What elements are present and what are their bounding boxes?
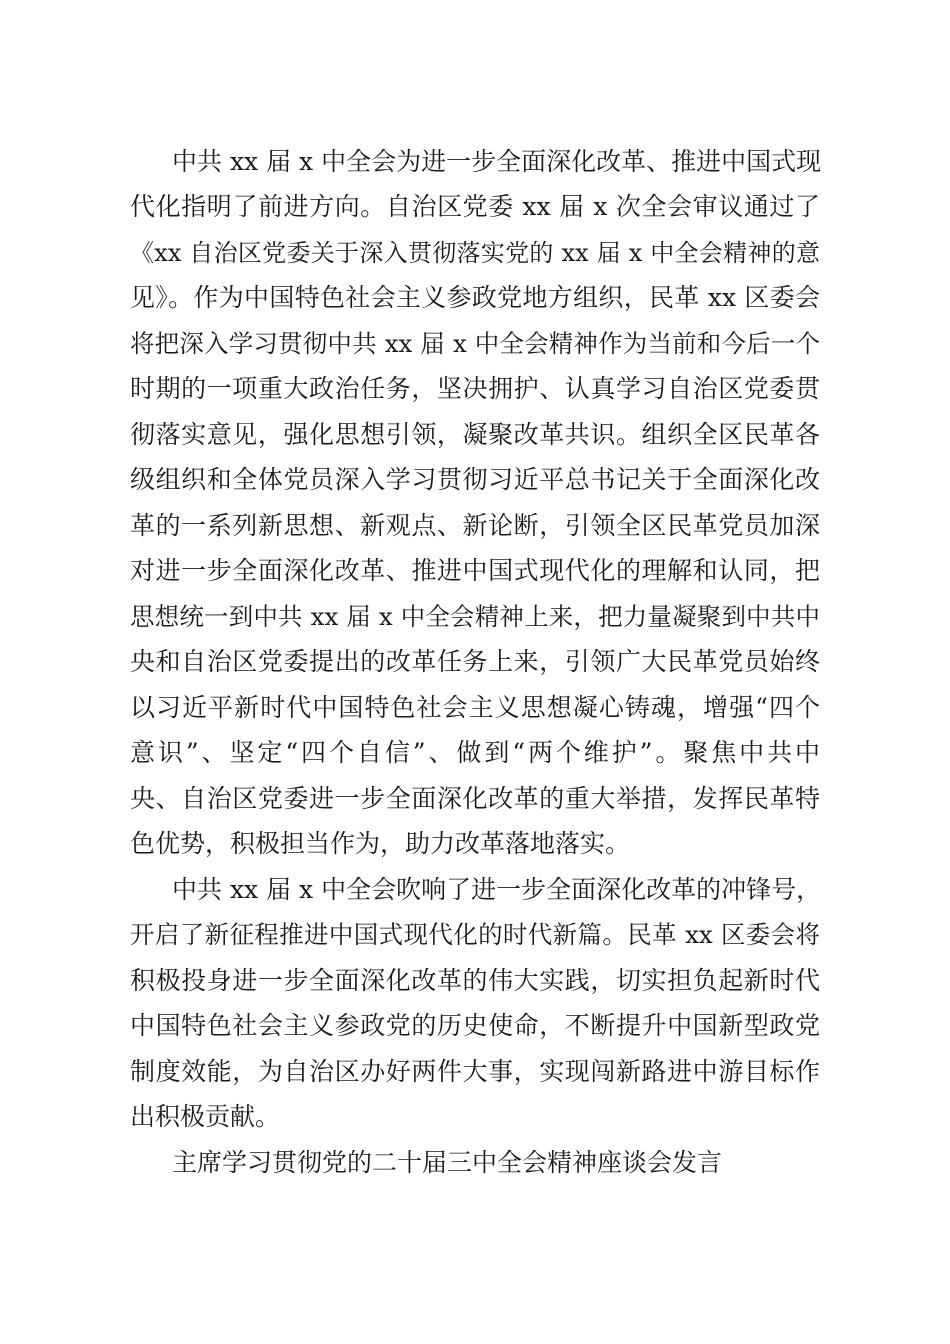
paragraph-line: 中国特色社会主义参政党的历史使命，不断提升中国新型政党 <box>130 1011 820 1040</box>
paragraph-line: 见》。作为中国特色社会主义参政党地方组织，民革 xx 区委会 <box>130 283 820 312</box>
paragraph-line: 主席学习贯彻党的二十届三中全会精神座谈会发言 <box>172 1148 723 1177</box>
paragraph-line: 色优势，积极担当作为，助力改革落地落实。 <box>130 829 631 858</box>
paragraph-line: 级组织和全体党员深入学习贯彻习近平总书记关于全面深化改 <box>130 465 820 494</box>
paragraph-line: 意识”、坚定“四个自信”、做到“两个维护”。聚焦中共中 <box>130 738 820 767</box>
paragraph-line: 开启了新征程推进中国式现代化的时代新篇。民革 xx 区委会将 <box>130 920 820 949</box>
paragraph-line: 中共 xx 届 x 中全会吹响了进一步全面深化改革的冲锋号， <box>172 875 822 904</box>
paragraph-line: 将把深入学习贯彻中共 xx 届 x 中全会精神作为当前和今后一个 <box>130 329 820 358</box>
paragraph-line: 对进一步全面深化改革、推进中国式现代化的理解和认同，把 <box>130 556 820 585</box>
paragraph-line: 央、自治区党委进一步全面深化改革的重大举措，发挥民革特 <box>130 784 820 813</box>
paragraph-line: 制度效能，为自治区办好两件大事，实现闯新路进中游目标作 <box>130 1057 820 1086</box>
paragraph-line: 时期的一项重大政治任务，坚决拥护、认真学习自治区党委贯 <box>130 374 820 403</box>
paragraph-line: 思想统一到中共 xx 届 x 中全会精神上来，把力量凝聚到中共中 <box>130 602 820 631</box>
paragraph-line: 以习近平新时代中国特色社会主义思想凝心铸魂，增强“四个 <box>130 693 820 722</box>
paragraph-line: 彻落实意见，强化思想引领，凝聚改革共识。组织全区民革各 <box>130 420 820 449</box>
paragraph-line: 革的一系列新思想、新观点、新论断，引领全区民革党员加深 <box>130 511 820 540</box>
paragraph-line: 《xx 自治区党委关于深入贯彻落实党的 xx 届 x 中全会精神的意 <box>130 239 820 267</box>
paragraph-line: 积极投身进一步全面深化改革的伟大实践，切实担负起新时代 <box>130 966 820 995</box>
paragraph-line: 中共 xx 届 x 中全会为进一步全面深化改革、推进中国式现 <box>172 147 822 176</box>
paragraph-line: 央和自治区党委提出的改革任务上来，引领广大民革党员始终 <box>130 647 820 676</box>
paragraph-line: 代化指明了前进方向。自治区党委 xx 届 x 次全会审议通过了 <box>130 192 820 221</box>
paragraph-line: 出积极贡献。 <box>130 1102 281 1131</box>
